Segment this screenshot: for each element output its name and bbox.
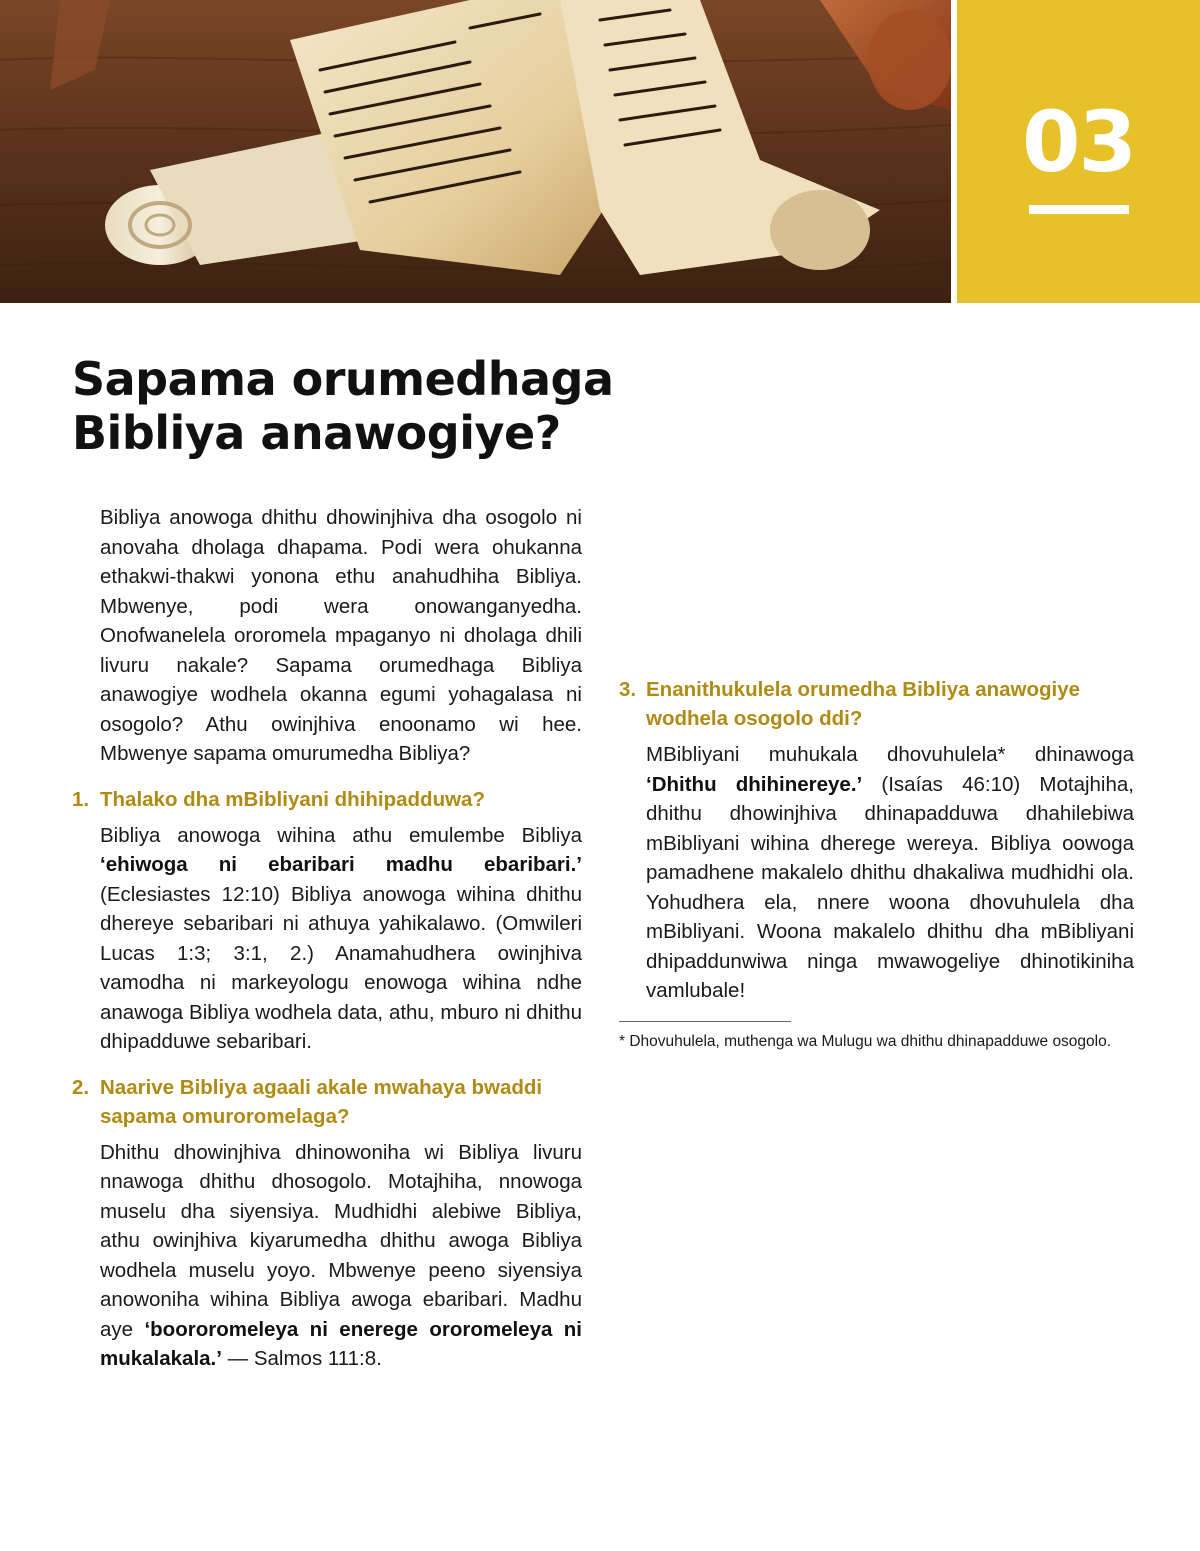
lesson-number: 03 bbox=[1022, 93, 1135, 191]
lesson-badge bbox=[957, 0, 1200, 303]
footnote-divider bbox=[619, 1021, 791, 1022]
question-2-heading bbox=[72, 1073, 582, 1131]
scrolls-photo bbox=[0, 0, 951, 303]
scripture-quote: ‘boororomeleya ni enerege ororomeleya ni mukalakala.’ bbox=[100, 1317, 582, 1370]
header-banner bbox=[0, 0, 1200, 303]
footnote: * Dhovuhulela, muthenga wa Mulugu wa dhithu dhinapadduwe osogolo. bbox=[619, 1032, 1112, 1050]
answer-3-paragraph: MBibliyani muhukala dhovuhulela* dhinawoga ‘Dhithu dhihinereye.’ (Isaías 46:10) Motajhiha, dhithu dhowinjhiva dhinapadduwa dhahilebiwa mBibliyani wihina dherege wereya. Bibliya oowoga pamadhene makalelo dhithu dhakaliwa mudhidhi ola. Yohudhera ela, nnere woona dhovuhulela dha mBibliyani. Woona makalelo dhithu dha mBibliyani dhipaddunwiwa ninga mwawogeliye dhinotikiniha vamlubale! bbox=[646, 743, 1134, 1002]
page-title bbox=[72, 352, 672, 460]
page-title-line-2: Bibliya anawogiye? bbox=[72, 406, 561, 460]
answer-2-paragraph: Dhithu dhowinjhiva dhinowoniha wi Bibliya livuru nnawoga dhithu dhosogolo. Motajhiha, nnowoga muselu dha siyensiya. Mudhidhi alebiwe Bibliya, athu owinjhiva kiyarumedha dhithu awoga Bibliya wodhela muselu yoyo. Mbwenye peeno siyensiya anowoniha wihina Bibliya awoga ebaribari. Madhu aye ‘boororomeleya ni enerege ororomeleya ni mukalakala.’ — Salmos 111:8. bbox=[100, 1140, 582, 1370]
lesson-number-underline bbox=[1029, 205, 1129, 214]
question-2-text: Naarive Bibliya agaali akale mwahaya bwaddi sapama omuroromelaga? bbox=[100, 1075, 543, 1128]
question-1-number: 1. bbox=[72, 787, 90, 811]
question-1-heading bbox=[72, 785, 582, 814]
right-column bbox=[619, 503, 1134, 1052]
question-3-text: Enanithukulela orumedha Bibliya anawogiye wodhela osogolo ddi? bbox=[646, 678, 1081, 730]
question-1-text: Thalako dha mBibliyani dhihipadduwa? bbox=[100, 787, 485, 811]
question-2-number: 2. bbox=[72, 1075, 90, 1099]
intro-paragraph: Bibliya anowoga dhithu dhowinjhiva dha osogolo ni anovaha dholaga dhapama. Podi wera ohukanna ethakwi-thakwi yonona ethu anahudhiha Bibliya. Mbwenye, podi wera onowanganyedha. Onofwanelela ororomela mpaganyo ni dholaga dhili livuru nakale? Sapama orumedhaga Bibliya anawogiye wodhela okanna egumi yohagalasa ni osogolo? Athu owinjhiva enoonamo wi hee. Mbwenye sapama omurumedha Bibliya? bbox=[100, 506, 582, 765]
scripture-quote: ‘ehiwoga ni ebaribari madhu ebaribari.’ bbox=[100, 853, 582, 876]
question-3-heading bbox=[619, 675, 1134, 733]
page-title-line-1: Sapama orumedhaga bbox=[72, 352, 614, 406]
left-column bbox=[72, 503, 582, 1551]
answer-1-paragraph: Bibliya anowoga wihina athu emulembe Bibliya ‘ehiwoga ni ebaribari madhu ebaribari.’ (Eclesiastes 12:10) Bibliya anowoga wihina dhithu dhereye sebaribari ni athuya yahikalawo. (Omwileri Lucas 1:3; 3:1, 2.) Anamahudhera owinjhiva vamodha ni markeyologu enowoga wihina ndhe anawoga Bibliya wodhela data, athu, mburo ni dhithu dhipadduwe sebaribari. bbox=[100, 823, 582, 1053]
question-3-number: 3. bbox=[619, 678, 637, 701]
scripture-quote: ‘Dhithu dhihinereye.’ bbox=[646, 772, 863, 796]
